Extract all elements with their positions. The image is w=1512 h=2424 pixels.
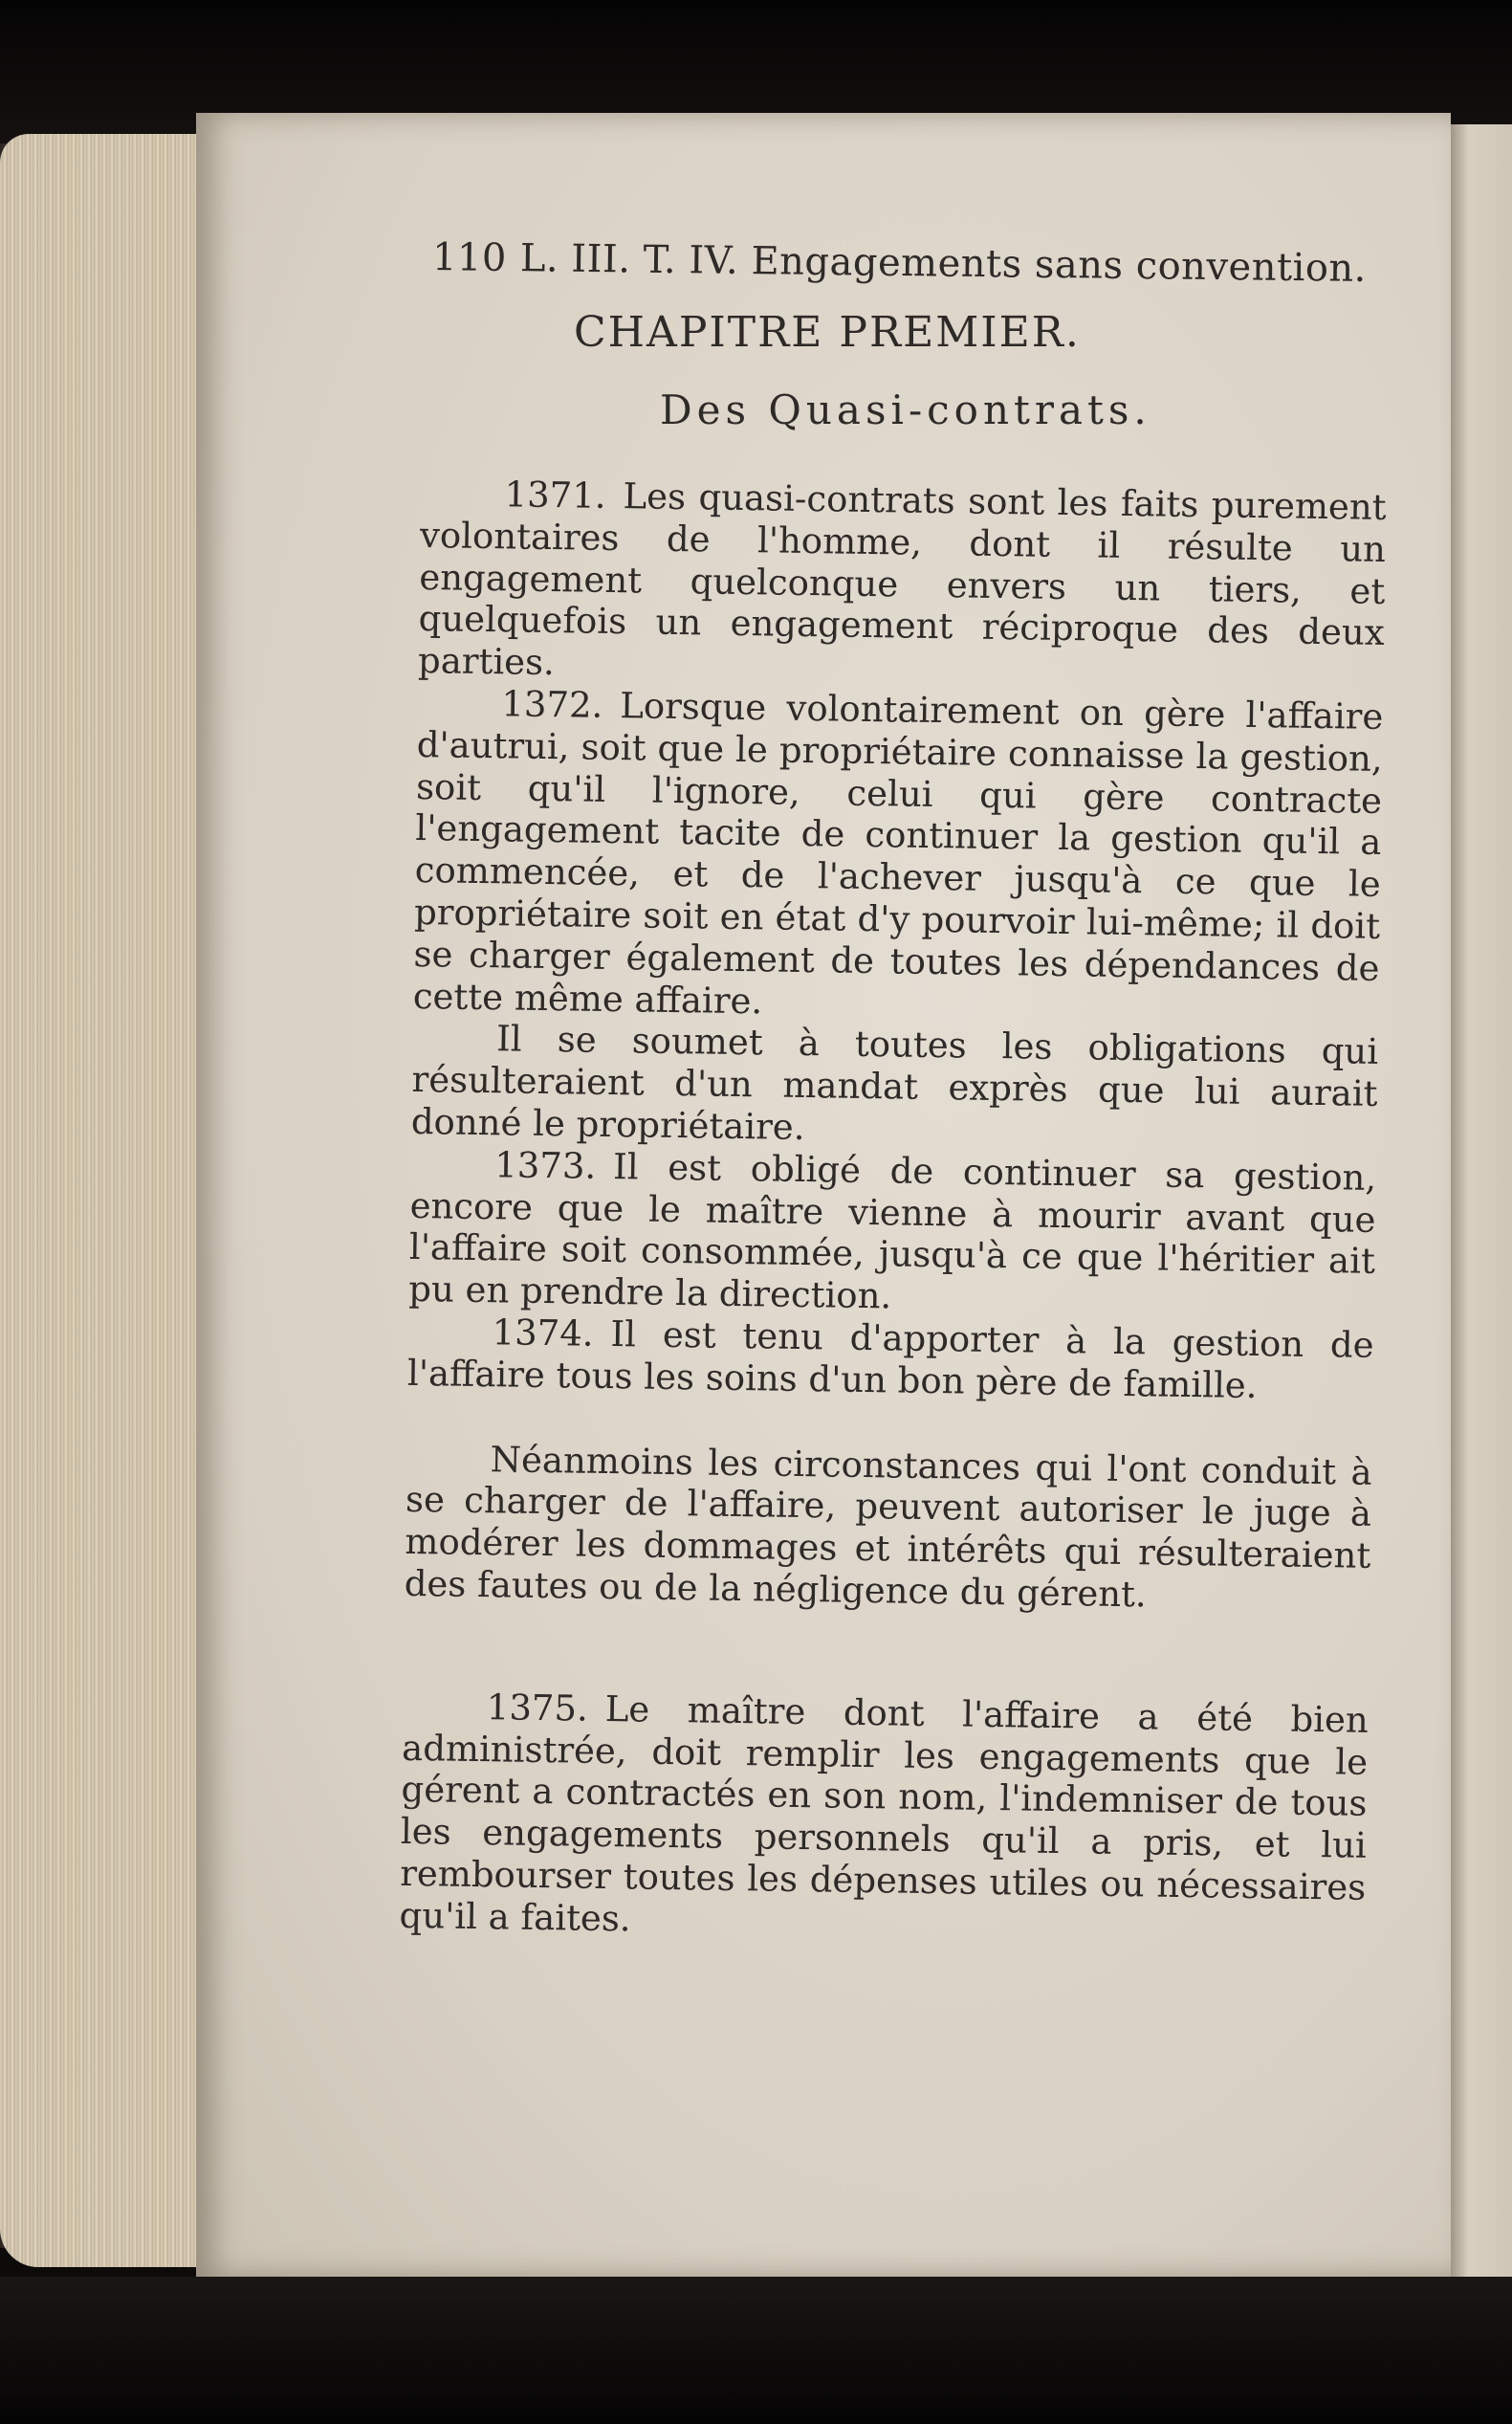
article-paragraph: [413, 682, 1384, 1031]
article-text: Les quasi-contrats sont les faits purement volontaires de l'homme, dont il résulte un engagement quelconque envers un tiers, et quelquefois un engagement réciproque des deux parties.: [417, 475, 1387, 684]
adjacent-page-edge: [1446, 124, 1512, 2296]
article-paragraph: [408, 1143, 1376, 1325]
article-text: Il est tenu d'apporter à la gestion de l'affaire tous les soins d'un bon père de famille.: [406, 1312, 1374, 1406]
article-paragraph: [418, 473, 1387, 696]
article-paragraph: [404, 1437, 1371, 1619]
article-paragraph: [411, 1017, 1379, 1157]
article-text: Le maître dont l'affaire a été bien administrée, doit remplir les engagements que le gérent a contractés en son nom, l'indemniser de tous les engagements personnels qu'il a pris, et lui rembourser toutes les dépenses utiles ou nécessaires qu'il a faites.: [399, 1687, 1370, 1940]
article-text: Néanmoins les circonstances qui l'ont conduit à se charger de l'affaire, peuvent autoriser le juge à modérer les dommages et intérêts qui résulteraient des fautes ou de la négligence du gérent.: [404, 1438, 1372, 1616]
article-number: 1372.: [501, 683, 603, 726]
article-paragraph: [399, 1686, 1369, 1951]
chapter-title: CHAPITRE PREMIER.: [574, 308, 1081, 357]
article-text: Lorsque volontairement on gère l'affaire d'autrui, soit que le propriétaire connaisse la gestion, soit qu'il l'ignore, celui qui gère contracte l'engagement tacite de continuer la gestion qu'il a commencée, et de l'achever jusqu'à ce que le propriétaire soit en état d'y pourvoir lui-même; il doit se charger également de toutes les dépendances de cette même affaire.: [412, 685, 1384, 1022]
page-stack-edge: [0, 134, 220, 2267]
article-number: 1375.: [486, 1686, 589, 1730]
article-number: 1373.: [493, 1143, 597, 1187]
background-shadow-bottom: [0, 2277, 1512, 2424]
article-text: Il est obligé de continuer sa gestion, encore que le maître vienne à mourir avant que l'affaire soit consommée, jusqu'à ce que l'héritier ait pu en prendre la direction.: [408, 1145, 1377, 1317]
article-number: 1374.: [492, 1311, 594, 1355]
section-title: Des Quasi-contrats.: [660, 386, 1151, 433]
page-number: 110: [431, 235, 508, 280]
body-text: [399, 473, 1387, 1950]
article-paragraph: [407, 1311, 1374, 1409]
article-text: Il se soumet à toutes les obligations qui résulteraient d'un mandat exprès que lui aurait donné le propriétaire.: [410, 1018, 1379, 1148]
running-head-title: L. III. T. IV. Engagements sans convention.: [519, 236, 1368, 291]
article-number: 1371.: [504, 474, 606, 517]
